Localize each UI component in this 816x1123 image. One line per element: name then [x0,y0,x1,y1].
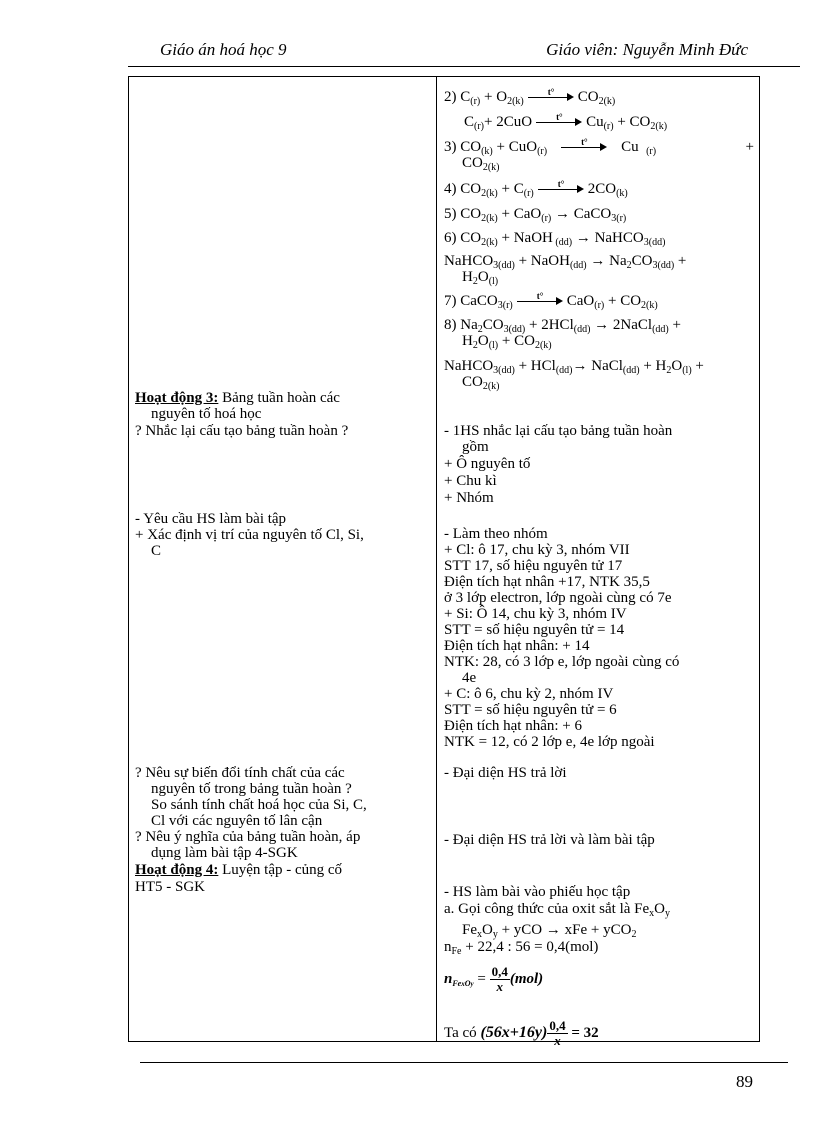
exercise-line-6: Ta có (56x+16y) $\frac{0,4}{x}$ = 32 [444,1018,599,1048]
group-line-9: NTK: 28, có 3 lớp e, lớp ngoài cùng có [444,654,680,670]
reaction-3: 3) $CO_{(k)} + CuO_{(r)}$ t° Cu $_{(r)}$ + [444,136,754,157]
group-line-12: STT = số hiệu nguyên tử = 6 [444,702,617,718]
reaction-4: 4) $CO_{2(k)} + C_{(r)}$ t° $2CO_{(k)}$ [444,178,628,199]
exercise-line-5: $n_{FexOy}$ = $\frac{0,4}{x}$ (mol) [444,964,544,994]
question-9: ? Nêu ý nghĩa của bảng tuần hoàn, áp [135,829,361,845]
answer-1b: gồm [462,439,489,455]
reaction-6b: NaHCO$_{3(dd)}$ + NaOH$_{(dd)}$ → $Na_2CO_{3(dd)}$ + [444,253,687,271]
activity-3-line2: nguyên tố hoá học [151,406,262,422]
question-8: Cl với các nguyên tố lân cận [151,813,323,829]
heat-arrow: t° [517,297,563,307]
heat-arrow: t° [528,93,574,103]
heat-arrow: t° [538,185,584,195]
answer-1d: + Chu kì [444,473,497,489]
question-2: - Yêu cầu HS làm bài tập [135,511,287,527]
reaction-8: 8) $Na_2CO_{3(dd)} + 2HCl_{(dd)}$ → 2NaCl$_{(dd)}$ + [444,317,681,335]
reaction-8d: $CO_{2(k)}$ [462,374,500,392]
group-line-4: Điện tích hạt nhân +17, NTK 35,5 [444,574,650,590]
exercise-line-2: a. Gọi công thức của oxit sắt là $Fe_xO_y$ [444,901,671,919]
group-line-8: Điện tích hạt nhân: + 14 [444,638,590,654]
exercise-line-3: $Fe_xO_y$ + yCO → xFe + yCO$_2$ [462,922,637,940]
group-line-6: + Si: Ô 14, chu kỳ 3, nhóm IV [444,606,627,622]
activity-4-heading: Hoạt động 4: Luyện tập - củng cố [135,862,343,878]
question-6: nguyên tố trong bảng tuần hoàn ? [151,781,352,797]
group-line-5: ở 3 lớp electron, lớp ngoài cùng có 7e [444,590,672,606]
reaction-7: 7) CaCO$_{3(r)}$ t° $CaO_{(r)} + CO_{2(k)}$ [444,290,658,311]
reaction-2: 2) $C_{(r)} + O_{2(k)}$ t° $CO_{2(k)}$ [444,86,616,107]
answer-1e: + Nhóm [444,490,494,506]
reaction-2b: $C_{(r)}+ 2CuO$ t° $Cu_{(r)} + CO_{2(k)}$ [464,111,668,132]
question-3: + Xác định vị trí của nguyên tố Cl, Si, [135,527,364,543]
fraction: $\frac{0,4}{x}$ [549,1018,566,1048]
reaction-5: 5) $CO_{2(k)} + CaO_{(r)}$ → CaCO$_{3(r)}$ [444,206,627,224]
question-10: dụng làm bài tập 4-SGK [151,845,298,861]
page-number: 89 [736,1072,753,1091]
question-7: So sánh tính chất hoá học của Si, C, [151,797,367,813]
exercise-line-1: - HS làm bài vào phiếu học tập [444,884,631,900]
group-line-14: NTK = 12, có 2 lớp e, 4e lớp ngoài [444,734,655,750]
question-5: ? Nêu sự biến đổi tính chất của các [135,765,345,781]
reaction-6: 6) $CO_{2(k)}$ + NaOH $_{(dd)}$ → NaHCO$_{3(dd)}$ [444,230,666,248]
group-line-1: - Làm theo nhóm [444,526,548,542]
reaction-3b: $CO_{2(k)}$ [462,155,500,173]
lesson-table [128,76,760,1048]
question-4: C [151,543,162,559]
heat-arrow: t° [561,143,607,153]
reaction-8c: NaHCO$_{3(dd)}$ + HCl$_{(dd)}$→ NaCl$_{(dd)}$ + $H_2O_{(l)}$ + [444,358,704,376]
column-divider [436,77,437,1041]
answer-1c: + Ô nguyên tố [444,456,531,472]
group-line-7: STT = số hiệu nguyên tử = 14 [444,622,625,638]
heat-arrow: t° [536,118,582,128]
header-left: Giáo án hoá học 9 [160,40,287,59]
answer-5: - Đại diện HS trả lời [444,765,567,781]
answer-9: - Đại diện HS trả lời và làm bài tập [444,832,655,848]
group-line-13: Điện tích hạt nhân: + 6 [444,718,583,734]
header-rule [128,66,800,67]
group-line-10: 4e [462,670,477,686]
exercise-line-4: $n_{Fe} + 22,4$ : 56 = 0,4(mol) [444,939,599,957]
reaction-6c: $H_2O_{(l)}$ [462,269,499,287]
answer-1: - 1HS nhắc lại cấu tạo bảng tuần hoàn [444,423,673,439]
activity-3-heading: Hoạt động 3: Bảng tuần hoàn các [135,390,340,406]
question-11: HT5 - SGK [135,879,205,895]
fraction: $\frac{0,4}{x}$ [491,964,508,994]
header-right: Giáo viên: Nguyễn Minh Đức [546,40,748,59]
group-line-11: + C: ô 6, chu kỳ 2, nhóm IV [444,686,614,702]
group-line-2: + Cl: ô 17, chu kỳ 3, nhóm VII [444,542,630,558]
reaction-8b: $H_2O_{(l)} + CO_{2(k)}$ [462,333,552,351]
question-1: ? Nhắc lại cấu tạo bảng tuần hoàn ? [135,423,349,439]
group-line-3: STT 17, số hiệu nguyên tử 17 [444,558,623,574]
footer-rule [140,1062,788,1063]
